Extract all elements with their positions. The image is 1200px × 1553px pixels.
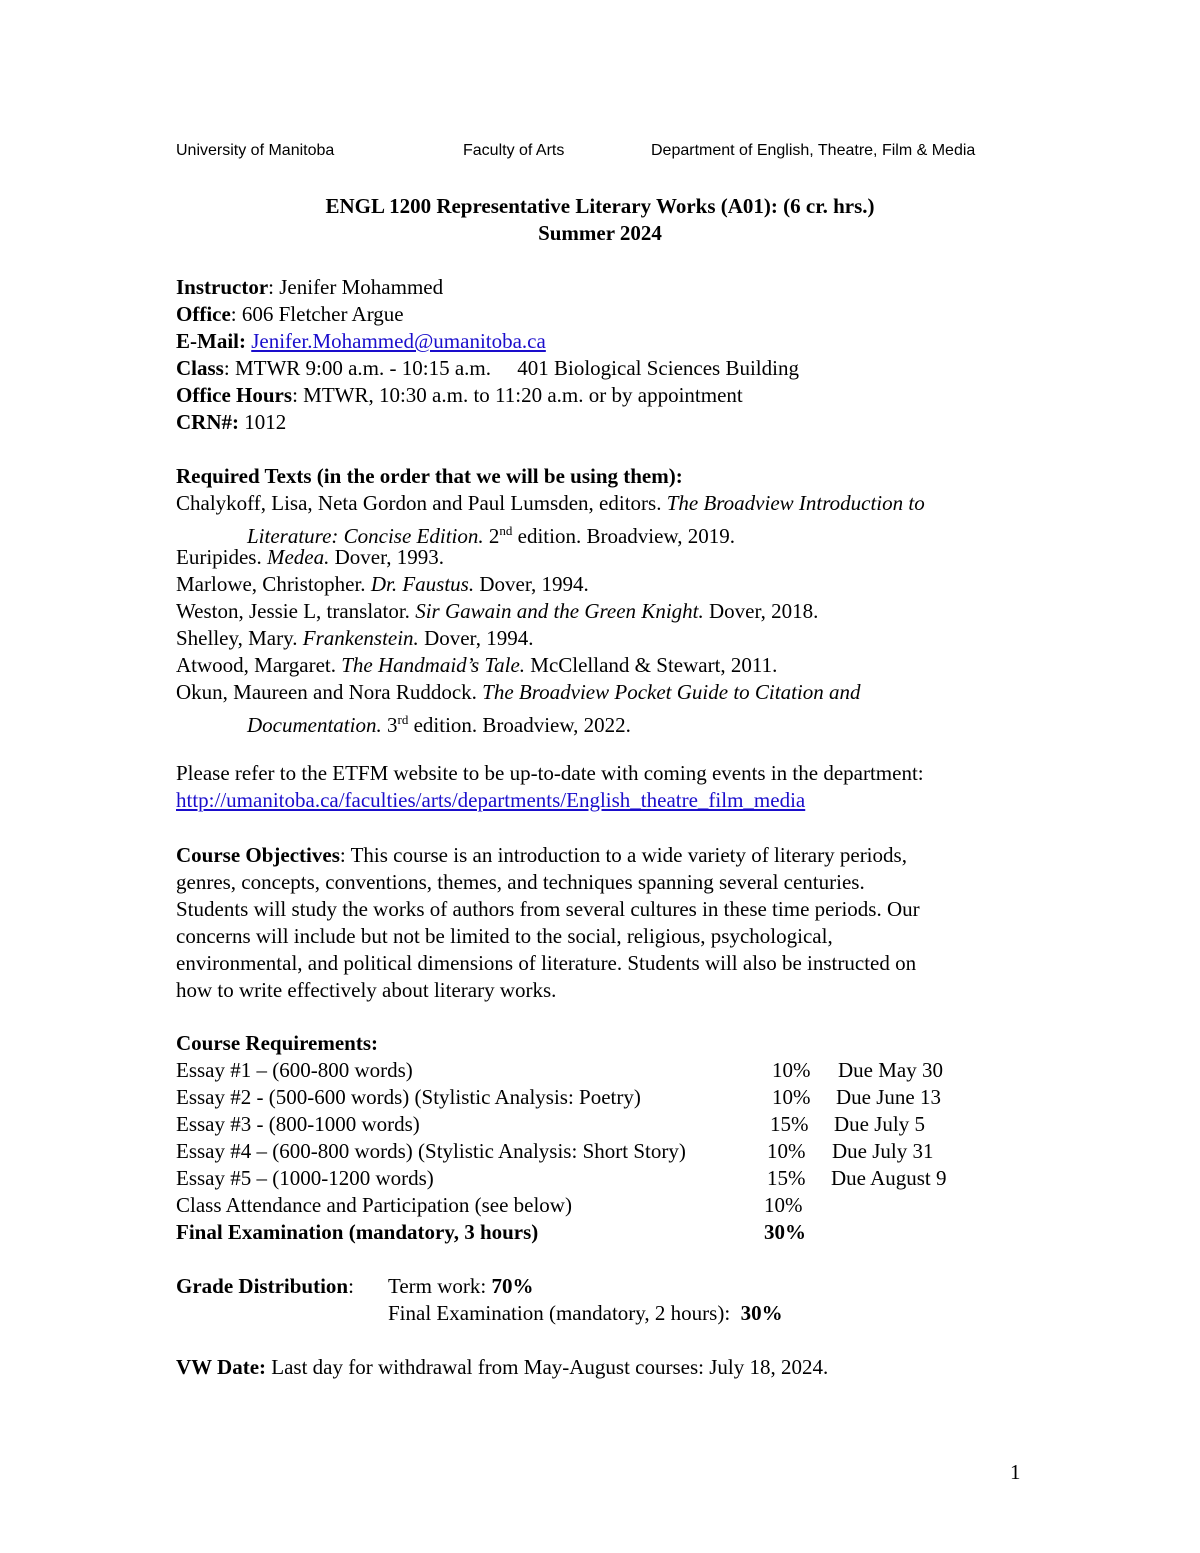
req-pct-5: 15% (767, 1166, 806, 1190)
text-5-title: Frankenstein. (302, 626, 419, 650)
office-hours-label: Office Hours (176, 383, 293, 407)
req-due-4: Due July 31 (832, 1139, 934, 1163)
email-link[interactable]: Jenifer.Mohammed@umanitoba.ca (251, 329, 546, 353)
text-1-sup: nd (499, 523, 513, 538)
text-item-7 (176, 679, 861, 706)
objectives-label: Course Objectives (176, 843, 340, 867)
req-pct-2: 10% (772, 1085, 811, 1109)
header-faculty: Faculty of Arts (463, 142, 565, 159)
text-4-pub: Dover, 2018. (703, 599, 819, 623)
text-3-author: Marlowe, Christopher. (176, 572, 371, 596)
req-due-5: Due August 9 (831, 1166, 947, 1190)
text-item-2 (176, 544, 444, 571)
grade-term-value: 70% (491, 1274, 534, 1298)
crn-value: 1012 (239, 410, 287, 434)
grade-label: Grade Distribution (176, 1274, 349, 1298)
text-1-pub: edition. Broadview, 2019. (512, 524, 735, 548)
text-7-title-cont: Documentation. (247, 713, 382, 737)
crn-label: CRN#: (176, 410, 239, 434)
req-due-3: Due July 5 (834, 1112, 925, 1136)
email-line (176, 328, 546, 355)
text-4-title: Sir Gawain and the Green Knight. (415, 599, 704, 623)
instructor-value: : Jenifer Mohammed (268, 275, 444, 299)
text-item-3 (176, 571, 589, 598)
requirements-heading-text: Course Requirements: (176, 1031, 379, 1055)
office-hours-value: : MTWR, 10:30 a.m. to 11:20 a.m. or by appointment (292, 383, 743, 407)
text-6-pub: McClelland & Stewart, 2011. (525, 653, 778, 677)
req-pct-3: 15% (770, 1112, 809, 1136)
vw-label: VW Date: (176, 1355, 267, 1379)
text-item-4 (176, 598, 818, 625)
texts-heading (176, 463, 683, 490)
text-7-pub: edition. Broadview, 2022. (408, 713, 631, 737)
objectives-line-1 (176, 842, 907, 869)
text-1-author: Chalykoff, Lisa, Neta Gordon and Paul Lumsden, editors. (176, 491, 667, 515)
grade-distribution-line (176, 1273, 354, 1300)
class-value: : MTWR 9:00 a.m. - 10:15 a.m. 401 Biological Sciences Building (223, 356, 799, 380)
course-title: ENGL 1200 Representative Literary Works (A01): (6 cr. hrs.) (325, 194, 875, 218)
office-label: Office (176, 302, 231, 326)
text-1-title-cont: Literature: Concise Edition. (247, 524, 484, 548)
text-5-author: Shelley, Mary. (176, 626, 303, 650)
objectives-line-3: Students will study the works of authors from several cultures in these time periods. Our (176, 897, 920, 921)
req-due-1: Due May 30 (838, 1058, 943, 1082)
grade-final-label: Final Examination (mandatory, 2 hours): (388, 1301, 741, 1325)
instructor-line (176, 274, 443, 301)
vw-text: Last day for withdrawal from May-August courses: July 18, 2024. (266, 1355, 829, 1379)
course-term: Summer 2024 (538, 221, 662, 245)
vw-date-line (176, 1354, 828, 1381)
text-1-ed: 2 (483, 524, 500, 548)
grade-final-value: 30% (740, 1301, 783, 1325)
req-item-1: Essay #1 – (600-800 words) (176, 1058, 413, 1082)
office-line (176, 301, 404, 328)
req-item-6: Class Attendance and Participation (see below) (176, 1193, 572, 1217)
text-item-1 (176, 490, 925, 517)
class-line (176, 355, 799, 382)
req-item-4: Essay #4 – (600-800 words) (Stylistic Analysis: Short Story) (176, 1139, 686, 1163)
text-5-pub: Dover, 1994. (418, 626, 534, 650)
text-3-pub: Dover, 1994. (474, 572, 589, 596)
req-pct-6: 10% (764, 1193, 803, 1217)
text-2-pub: Dover, 1993. (329, 545, 445, 569)
req-due-2: Due June 13 (836, 1085, 941, 1109)
website-link[interactable]: http://umanitoba.ca/faculties/arts/departments/English_theatre_film_media (176, 788, 806, 812)
text-6-author: Atwood, Margaret. (176, 653, 342, 677)
text-4-author: Weston, Jessie L, translator. (176, 599, 416, 623)
text-item-6 (176, 652, 777, 679)
objectives-line-6: how to write effectively about literary works. (176, 978, 557, 1002)
office-hours-line (176, 382, 743, 409)
objectives-line-2: genres, concepts, conventions, themes, and techniques spanning several centuries. (176, 870, 865, 894)
texts-heading-text: Required Texts (in the order that we will be using them): (176, 464, 683, 488)
text-item-7-cont (247, 706, 631, 739)
req-pct-4: 10% (767, 1139, 806, 1163)
crn-line (176, 409, 286, 436)
text-7-title: The Broadview Pocket Guide to Citation and (482, 680, 861, 704)
class-label: Class (176, 356, 224, 380)
text-2-title: Medea. (266, 545, 330, 569)
req-item-7: Final Examination (mandatory, 3 hours) (176, 1220, 539, 1244)
header-university: University of Manitoba (176, 142, 335, 159)
email-label: E-Mail: (176, 329, 246, 353)
grade-term-label: Term work: (388, 1274, 492, 1298)
text-item-5 (176, 625, 533, 652)
req-pct-7: 30% (764, 1220, 806, 1244)
grade-colon: : (348, 1274, 354, 1298)
objectives-line-4: concerns will include but not be limited to the social, religious, psychological, (176, 924, 833, 948)
page-number: 1 (1010, 1460, 1021, 1484)
text-2-author: Euripides. (176, 545, 267, 569)
req-item-2: Essay #2 - (500-600 words) (Stylistic Analysis: Poetry) (176, 1085, 641, 1109)
text-1-title: The Broadview Introduction to (666, 491, 925, 515)
grade-term (388, 1273, 534, 1300)
req-item-5: Essay #5 – (1000-1200 words) (176, 1166, 434, 1190)
instructor-label: Instructor (176, 275, 269, 299)
text-3-title: Dr. Faustus. (370, 572, 475, 596)
req-pct-1: 10% (772, 1058, 811, 1082)
text-7-sup: rd (397, 712, 409, 727)
grade-final (388, 1300, 783, 1327)
text-6-title: The Handmaid’s Tale. (341, 653, 526, 677)
requirements-heading (176, 1030, 378, 1057)
req-item-3: Essay #3 - (800-1000 words) (176, 1112, 420, 1136)
website-line (176, 787, 805, 814)
office-value: : 606 Fletcher Argue (230, 302, 404, 326)
header-department: Department of English, Theatre, Film & Media (651, 142, 976, 159)
text-7-ed: 3 (381, 713, 398, 737)
text-7-author: Okun, Maureen and Nora Ruddock. (176, 680, 483, 704)
objectives-text-1: : This course is an introduction to a wide variety of literary periods, (339, 843, 907, 867)
objectives-line-5: environmental, and political dimensions of literature. Students will also be instructed on (176, 951, 917, 975)
website-text: Please refer to the ETFM website to be up-to-date with coming events in the department: (176, 761, 924, 785)
